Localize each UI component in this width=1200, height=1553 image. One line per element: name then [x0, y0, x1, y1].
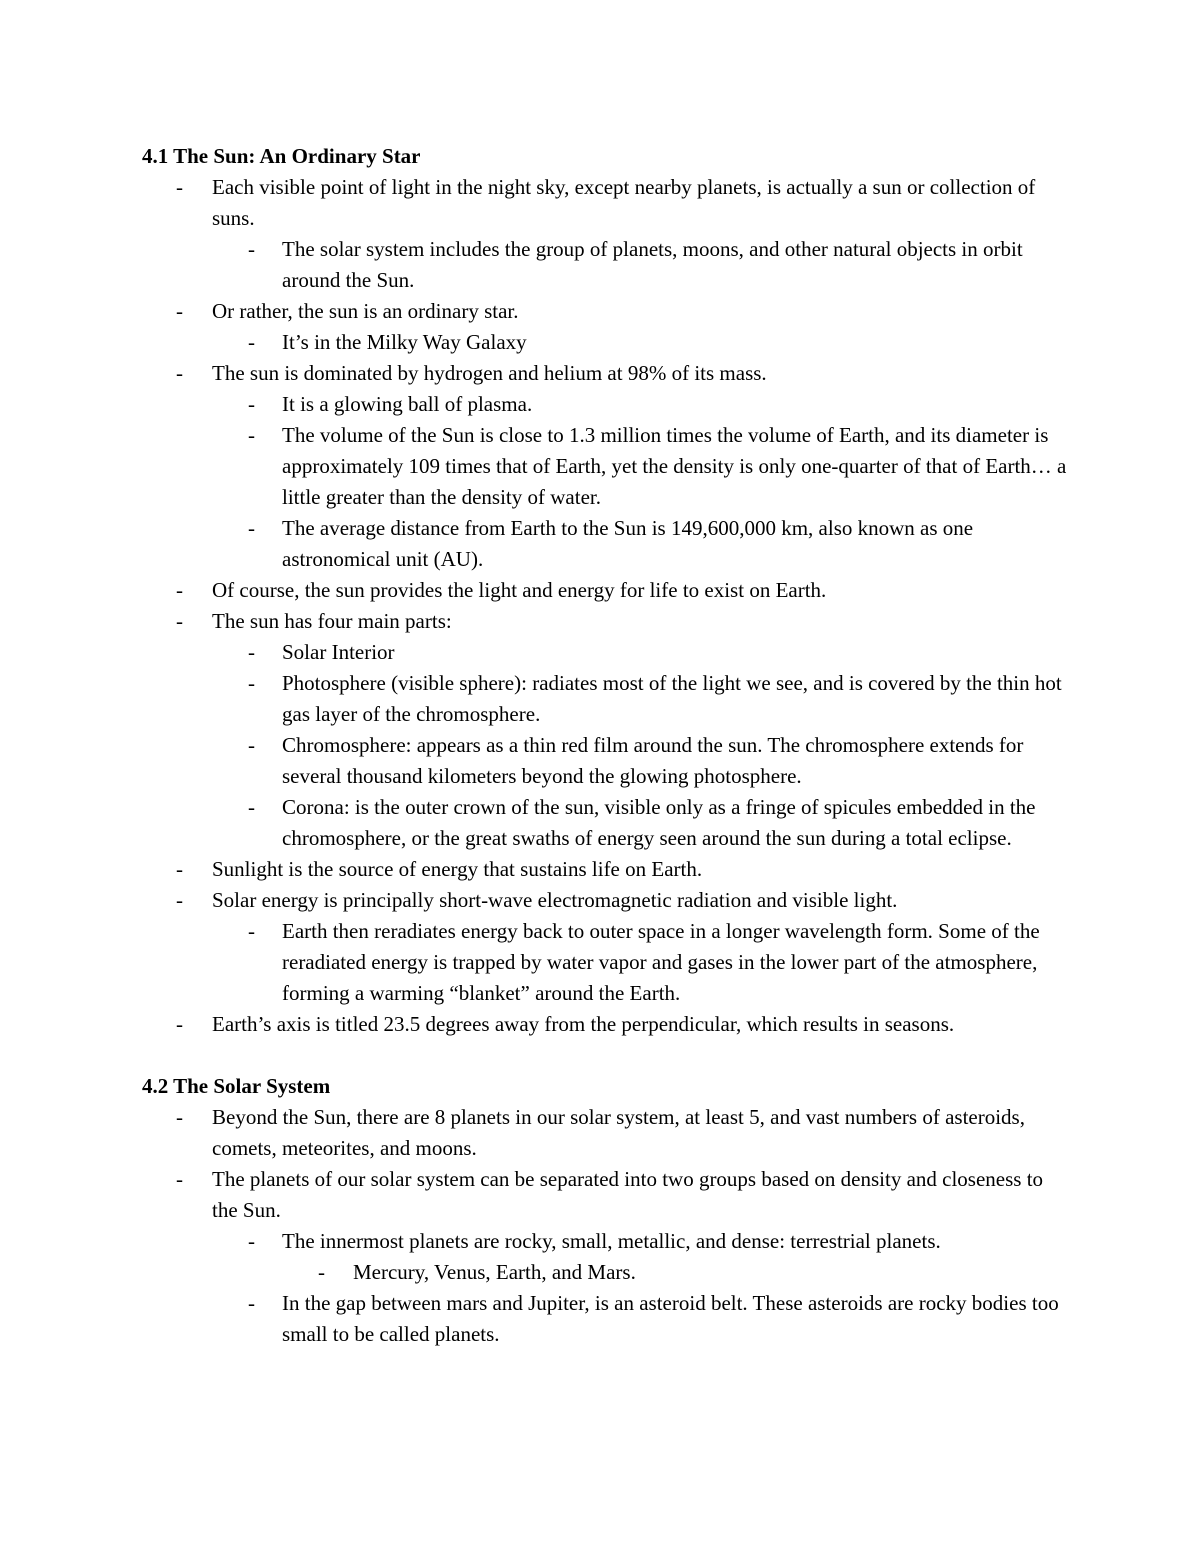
list-item — [142, 1009, 1072, 1040]
list-item-text: Photosphere (visible sphere): radiates most of the light we see, and is covered by the thin hot gas layer of the chromosphere. — [282, 671, 1062, 726]
bullet-dash: - — [248, 516, 255, 540]
bullet-dash: - — [176, 299, 183, 323]
list-item-text: In the gap between mars and Jupiter, is an asteroid belt. These asteroids are rocky bodies too small to be called planets. — [282, 1291, 1059, 1346]
list-item-text: The planets of our solar system can be separated into two groups based on density and closeness to the Sun. — [212, 1167, 1044, 1222]
list-item-text: The solar system includes the group of planets, moons, and other natural objects in orbit around the Sun. — [282, 237, 1023, 292]
bullet-dash: - — [248, 733, 255, 757]
bullet-dash: - — [176, 1167, 183, 1191]
list-item-text: Or rather, the sun is an ordinary star. — [212, 299, 519, 323]
list-item — [142, 234, 1072, 296]
list-item-text: Sunlight is the source of energy that sustains life on Earth. — [212, 857, 703, 881]
bullet-dash: - — [248, 1291, 255, 1315]
list-item — [142, 1257, 1072, 1288]
bullet-dash: - — [176, 578, 183, 602]
list-item-text: The sun is dominated by hydrogen and helium at 98% of its mass. — [212, 361, 767, 385]
list-item-text: Earth then reradiates energy back to outer space in a longer wavelength form. Some of the reradiated energy is trapped by water vapor and gases in the lower part of the atmosphere, forming a warming “blanket” around the Earth. — [282, 919, 1040, 1005]
list-item-text: The sun has four main parts: — [212, 609, 452, 633]
list-item-text: The innermost planets are rocky, small, metallic, and dense: terrestrial planets. — [282, 1229, 941, 1253]
section-heading: 4.2 The Solar System — [142, 1074, 331, 1098]
bullet-dash: - — [176, 857, 183, 881]
list-item-text: The volume of the Sun is close to 1.3 million times the volume of Earth, and its diameter is approximately 109 times that of Earth, yet the density is only one-quarter of that of Earth… a little greater than the density of water. — [282, 423, 1067, 509]
list-item-text: It’s in the Milky Way Galaxy — [282, 330, 527, 354]
list-item — [142, 1164, 1072, 1226]
bullet-dash: - — [248, 392, 255, 416]
bullet-dash: - — [176, 609, 183, 633]
bullet-dash: - — [176, 361, 183, 385]
list-item — [142, 513, 1072, 575]
list-item — [142, 792, 1072, 854]
list-item — [142, 420, 1072, 513]
bullet-dash: - — [248, 330, 255, 354]
bullet-list — [142, 172, 1072, 1040]
bullet-dash: - — [248, 919, 255, 943]
list-item-text: Of course, the sun provides the light and energy for life to exist on Earth. — [212, 578, 827, 602]
list-item — [142, 575, 1072, 606]
bullet-dash: - — [176, 888, 183, 912]
list-item-text: Earth’s axis is titled 23.5 degrees away from the perpendicular, which results in seasons. — [212, 1012, 955, 1036]
list-item-text: The average distance from Earth to the Sun is 149,600,000 km, also known as one astronomical unit (AU). — [282, 516, 974, 571]
list-item — [142, 606, 1072, 637]
list-item-text: Chromosphere: appears as a thin red film around the sun. The chromosphere extends for several thousand kilometers beyond the glowing photosphere. — [282, 733, 1024, 788]
list-item — [142, 668, 1072, 730]
list-item-text: Solar energy is principally short-wave electromagnetic radiation and visible light. — [212, 888, 898, 912]
list-item-text: Solar Interior — [282, 640, 395, 664]
bullet-dash: - — [248, 1229, 255, 1253]
list-item — [142, 389, 1072, 420]
bullet-dash: - — [176, 1105, 183, 1129]
list-item — [142, 916, 1072, 1009]
list-item — [142, 885, 1072, 916]
bullet-list — [142, 1102, 1072, 1350]
list-item — [142, 172, 1072, 234]
bullet-dash: - — [176, 1012, 183, 1036]
bullet-dash: - — [248, 795, 255, 819]
list-item — [142, 637, 1072, 668]
bullet-dash: - — [318, 1260, 325, 1284]
list-item-text: Beyond the Sun, there are 8 planets in our solar system, at least 5, and vast numbers of asteroids, comets, meteorites, and moons. — [212, 1105, 1025, 1160]
section-heading: 4.1 The Sun: An Ordinary Star — [142, 144, 421, 168]
bullet-dash: - — [248, 423, 255, 447]
list-item — [142, 296, 1072, 327]
bullet-dash: - — [248, 671, 255, 695]
list-item-text: Mercury, Venus, Earth, and Mars. — [353, 1260, 636, 1284]
list-item — [142, 327, 1072, 358]
document-content — [142, 141, 1072, 1350]
list-item-text: It is a glowing ball of plasma. — [282, 392, 533, 416]
bullet-dash: - — [176, 175, 183, 199]
list-item — [142, 358, 1072, 389]
list-item-text: Each visible point of light in the night sky, except nearby planets, is actually a sun or collection of suns. — [212, 175, 1036, 230]
list-item-text: Corona: is the outer crown of the sun, visible only as a fringe of spicules embedded in the chromosphere, or the great swaths of energy seen around the sun during a total eclipse. — [282, 795, 1036, 850]
bullet-dash: - — [248, 237, 255, 261]
list-item — [142, 854, 1072, 885]
list-item — [142, 730, 1072, 792]
list-item — [142, 1288, 1072, 1350]
list-item — [142, 1102, 1072, 1164]
bullet-dash: - — [248, 640, 255, 664]
list-item — [142, 1226, 1072, 1257]
section-spacer — [142, 1040, 1072, 1071]
